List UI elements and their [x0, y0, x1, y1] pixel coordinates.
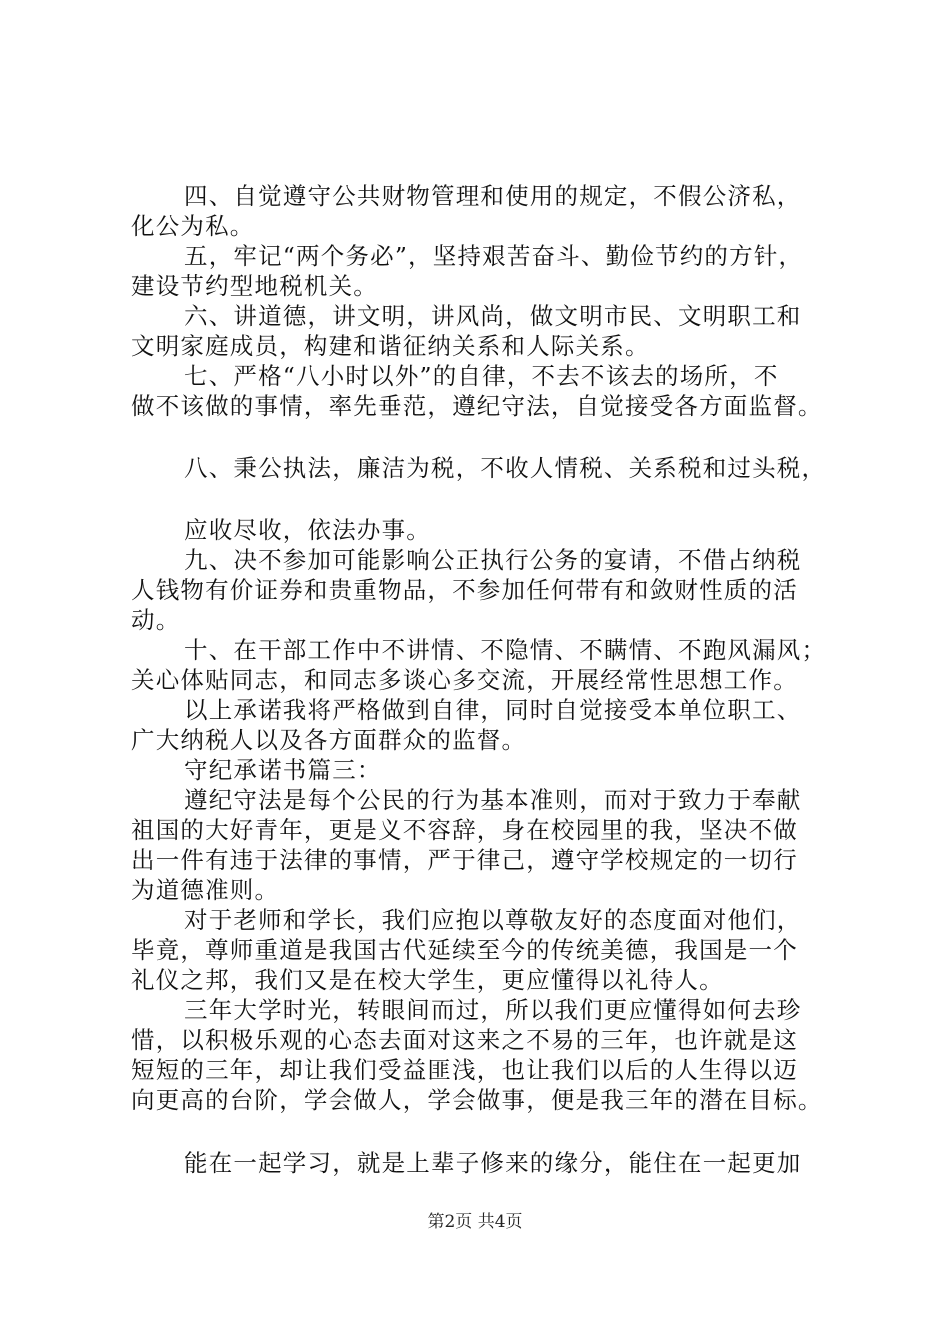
paragraph-line: 文明家庭成员，构建和谐征纳关系和人际关系。	[131, 332, 650, 360]
paragraph-line: 十、在干部工作中不讲情、不隐情、不瞒情、不跑风漏风；	[184, 636, 827, 664]
paragraph-line: 关心体贴同志，和同志多谈心多交流，开展经常性思想工作。	[131, 666, 798, 694]
paragraph-line: 做不该做的事情，率先垂范，遵纪守法，自觉接受各方面监督。	[131, 392, 823, 420]
paragraph-line: 应收尽收，依法办事。	[184, 516, 431, 544]
paragraph-line: 四、自觉遵守公共财物管理和使用的规定，不假公济私，	[184, 182, 802, 210]
paragraph-line: 短短的三年，却让我们受益匪浅，也让我们以后的人生得以迈	[131, 1056, 798, 1084]
paragraph-line: 对于老师和学长，我们应抱以尊敬友好的态度面对他们，	[184, 906, 802, 934]
paragraph-line: 遵纪守法是每个公民的行为基本准则，而对于致力于奉献	[184, 786, 802, 814]
paragraph-line: 七、严格“八小时以外”的自律，不去不该去的场所，不	[184, 362, 779, 390]
paragraph-line: 人钱物有价证券和贵重物品，不参加任何带有和敛财性质的活	[131, 576, 798, 604]
paragraph-line: 以上承诺我将严格做到自律，同时自觉接受本单位职工、	[184, 696, 802, 724]
paragraph-line: 礼仪之邦，我们又是在校大学生，更应懂得以礼待人。	[131, 966, 724, 994]
paragraph-line: 祖国的大好青年，更是义不容辞，身在校园里的我，坚决不做	[131, 816, 798, 844]
paragraph-line: 建设节约型地税机关。	[131, 272, 378, 300]
paragraph-line: 惜，以积极乐观的心态去面对这来之不易的三年，也许就是这	[131, 1026, 798, 1054]
paragraph-line: 八、秉公执法，廉洁为税，不收人情税、关系税和过头税，	[184, 454, 827, 482]
paragraph-line: 六、讲道德，讲文明，讲风尚，做文明市民、文明职工和	[184, 302, 802, 330]
section-heading: 守纪承诺书篇三：	[184, 756, 382, 784]
paragraph-line: 五，牢记“两个务必”，坚持艰苦奋斗、勤俭节约的方针，	[184, 242, 804, 270]
paragraph-line: 毕竟，尊师重道是我国古代延续至今的传统美德，我国是一个	[131, 936, 798, 964]
paragraph-line: 广大纳税人以及各方面群众的监督。	[131, 726, 527, 754]
paragraph-line: 能在一起学习，就是上辈子修来的缘分，能住在一起更加	[184, 1149, 802, 1177]
paragraph-line: 化公为私。	[131, 212, 255, 240]
paragraph-line: 三年大学时光，转眼间而过，所以我们更应懂得如何去珍	[184, 996, 802, 1024]
paragraph-line: 为道德准则。	[131, 876, 280, 904]
paragraph-line: 向更高的台阶，学会做人，学会做事，便是我三年的潜在目标。	[131, 1086, 823, 1114]
paragraph-line: 出一件有违于法律的事情，严于律己，遵守学校规定的一切行	[131, 846, 798, 874]
paragraph-line: 九、决不参加可能影响公正执行公务的宴请，不借占纳税	[184, 546, 802, 574]
paragraph-line: 动。	[131, 606, 181, 634]
page-number-footer: 第2页 共4页	[427, 1212, 523, 1232]
